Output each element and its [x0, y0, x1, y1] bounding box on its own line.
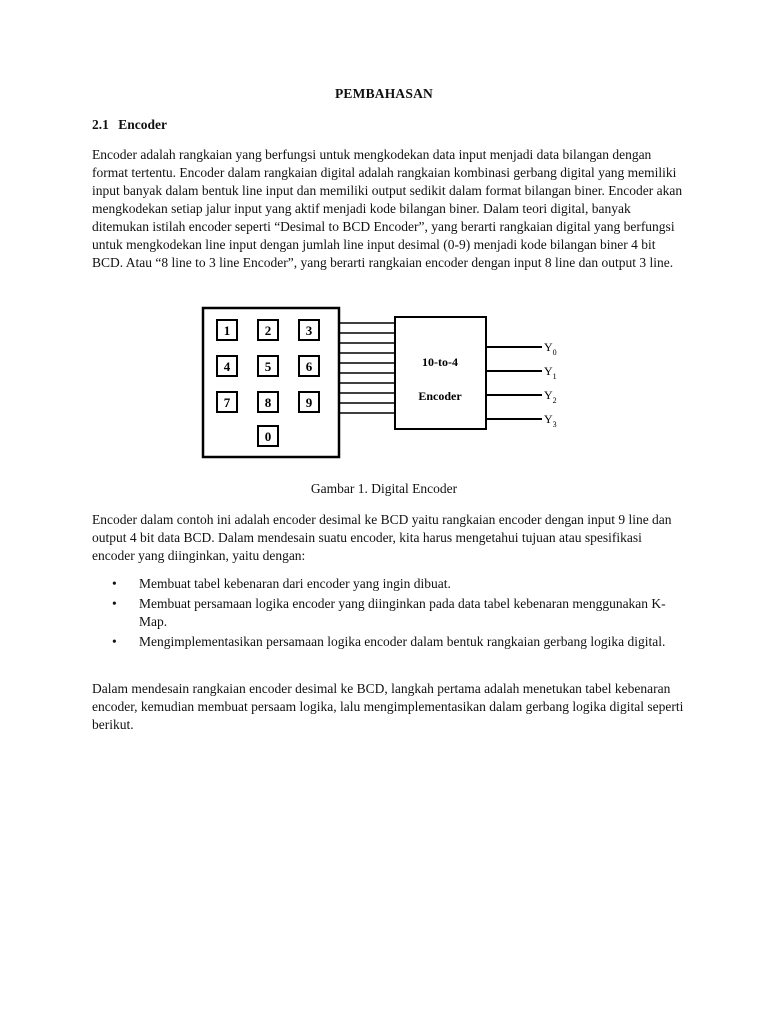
- bullet-icon: •: [112, 596, 117, 611]
- list-item-text: Membuat tabel kebenaran dari encoder yang ingin dibuat.: [139, 576, 451, 591]
- output-lines: [486, 347, 542, 419]
- list-item: [112, 575, 684, 593]
- key-label: 6: [305, 359, 313, 374]
- closing-paragraph: Dalam mendesain rangkaian encoder desimal ke BCD, langkah pertama adalah menetukan tabel kebenaran encoder, kemudian membuat persaam logika, lalu mengimplementasikan dalam gerbang logika digital seperti berikut.: [92, 681, 684, 732]
- list-item-text: Membuat persamaan logika encoder yang diinginkan pada data tabel kebenaran menggunakan K-Map.: [139, 596, 666, 629]
- page-title: PEMBAHASAN: [334, 86, 433, 101]
- list-item: [112, 633, 684, 651]
- output-label-y1: $Y_1$: [544, 364, 557, 381]
- bullet-icon: •: [112, 634, 117, 649]
- encoder-figure: [200, 305, 570, 465]
- steps-list: [112, 575, 684, 653]
- input-lines: [339, 323, 395, 413]
- section-title: Encoder: [118, 117, 167, 132]
- encoder-block: [395, 317, 486, 429]
- figure-caption: Gambar 1. Digital Encoder: [310, 481, 458, 496]
- key-label: 4: [223, 359, 231, 374]
- key-label: 5: [264, 359, 272, 374]
- output-label-y2: $Y_2$: [544, 388, 557, 405]
- encoder-label-bottom: Encoder: [418, 389, 462, 403]
- list-item-text: Mengimplementasikan persamaan logika encoder dalam bentuk rangkaian gerbang logika digital.: [139, 634, 666, 649]
- key-label: 2: [264, 323, 272, 338]
- section-number: 2.1: [92, 117, 109, 132]
- section-heading: [92, 117, 167, 133]
- output-label-y0: $Y_0$: [544, 340, 557, 357]
- encoder-diagram: [200, 305, 570, 460]
- key-label: 9: [305, 395, 313, 410]
- key-label: 7: [223, 395, 231, 410]
- list-item: [112, 595, 684, 631]
- key-label: 3: [305, 323, 313, 338]
- bullet-icon: •: [112, 576, 117, 591]
- key-label: 8: [264, 395, 272, 410]
- key-label: 0: [264, 429, 272, 444]
- key-label: 1: [223, 323, 231, 338]
- intro-paragraph: Encoder adalah rangkaian yang berfungsi untuk mengkodekan data input menjadi data bilangan dengan format tertentu. Encoder dalam rangkaian digital adalah rangkaian kombinasi gerbang digital yang memiliki input banyak dalam bentuk line input dan memiliki output sedikit dalam format bilangan biner. Encoder akan mengkodekan setiap jalur input yang aktif menjadi kode bilangan biner. Dalam teori digital, banyak ditemukan istilah encoder seperti “Desimal to BCD Encoder”, yang berarti rangkaian digital yang berfungsi untuk mengkodekan line input dengan jumlah line input desimal (0-9) menjadi kode bilangan biner 4 bit BCD. Atau “8 line to 3 line Encoder”, yang berarti rangkaian encoder dengan input 8 line dan output 3 line.: [92, 147, 683, 270]
- encoder-label-top: 10-to-4: [422, 355, 458, 369]
- output-label-y3: $Y_3$: [544, 412, 557, 429]
- example-paragraph: Encoder dalam contoh ini adalah encoder desimal ke BCD yaitu rangkaian encoder dengan input 9 line dan output 4 bit data BCD. Dalam mendesain suatu encoder, kita harus mengetahui tujuan atau spesifikasi encoder yang diinginkan, yaitu dengan:: [92, 512, 672, 563]
